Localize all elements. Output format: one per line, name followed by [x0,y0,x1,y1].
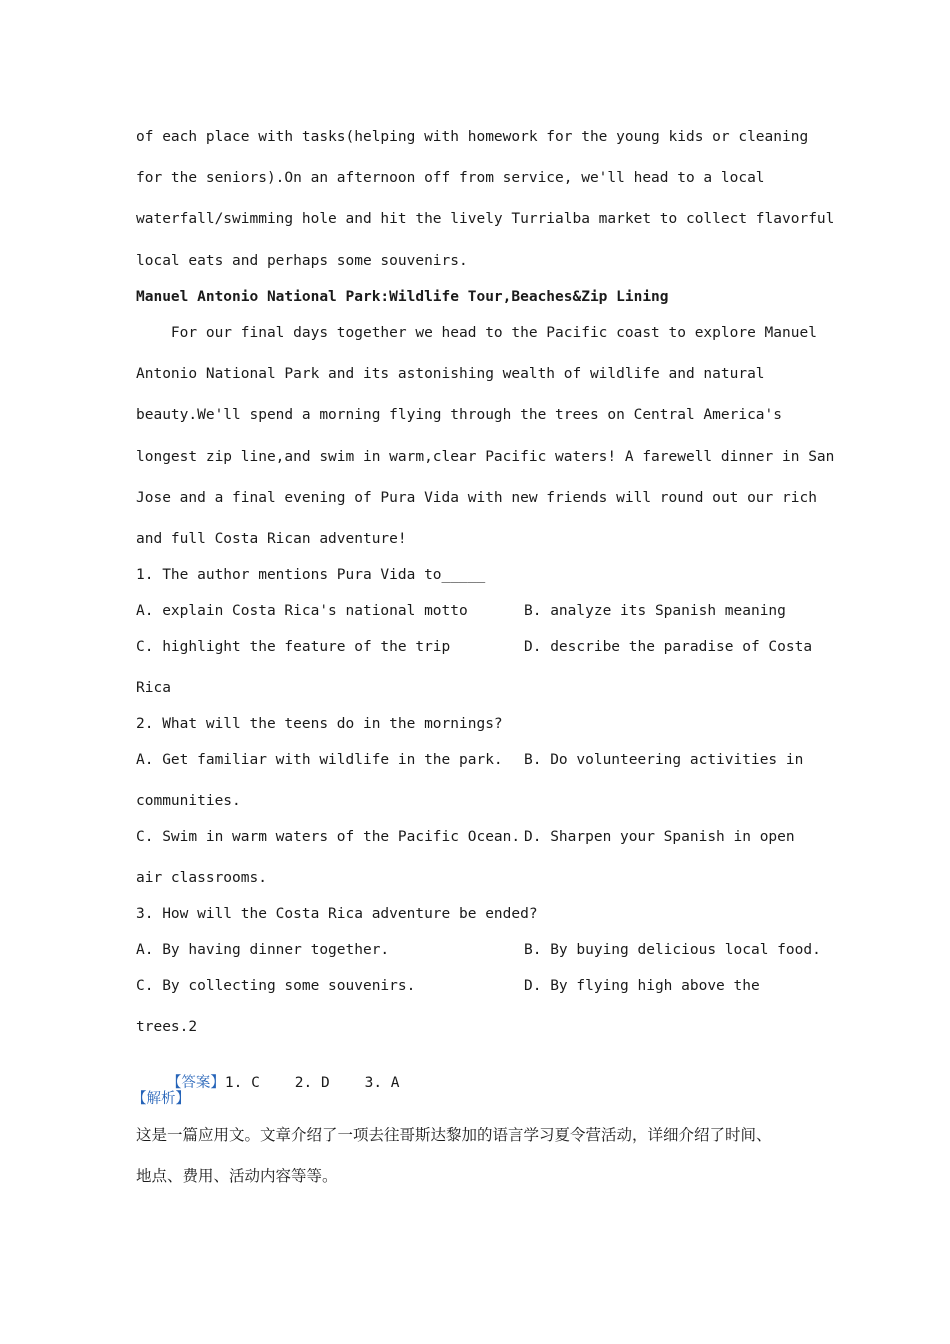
passage-line: waterfall/swimming hole and hit the lively Turrialba market to collect flavorful [136,211,835,227]
section-heading: Manuel Antonio National Park:Wildlife Tour,Beaches&Zip Lining [136,289,669,305]
passage-line: and full Costa Rican adventure! [136,531,407,547]
option-c: C. Swim in warm waters of the Pacific Ocean. [136,829,521,845]
option-d-wrap: air classrooms. [136,870,267,886]
passage-line: beauty.We'll spend a morning flying through the trees on Central America's [136,407,783,423]
option-b-wrap: communities. [136,793,241,809]
option-c: C. highlight the feature of the trip [136,639,451,655]
option-a: A. Get familiar with wildlife in the park. [136,752,503,768]
option-c: C. By collecting some souvenirs. [136,978,416,994]
passage-line: local eats and perhaps some souvenirs. [136,253,468,269]
analysis-label: 【解析】 [132,1091,190,1107]
answer-text: 1. C 2. D 3. A [224,1075,400,1091]
answer-label: 【答案】 [166,1075,225,1091]
option-b: B. Do volunteering activities in [524,752,804,768]
option-b: B. analyze its Spanish meaning [524,603,786,619]
question-stem: 3. How will the Costa Rica adventure be ended? [136,906,538,922]
passage-line: longest zip line,and swim in warm,clear Pacific waters! A farewell dinner in San [136,449,835,465]
option-a: A. By having dinner together. [136,942,390,958]
option-d: D. By flying high above the [524,978,760,994]
question-stem: 1. The author mentions Pura Vida to_____ [136,567,486,583]
passage-line: Antonio National Park and its astonishing wealth of wildlife and natural [136,366,765,382]
passage-line: of each place with tasks(helping with homework for the young kids or cleaning [136,129,809,145]
passage-line: For our final days together we head to the Pacific coast to explore Manuel [136,325,817,341]
option-d: D. describe the paradise of Costa [524,639,813,655]
option-d-wrap: Rica [136,680,171,696]
question-stem: 2. What will the teens do in the mornings? [136,716,503,732]
option-b: B. By buying delicious local food. [524,942,821,958]
option-a: A. explain Costa Rica's national motto [136,603,468,619]
analysis-text: 这是一篇应用文。文章介绍了一项去往哥斯达黎加的语言学习夏令营活动，详细介绍了时间、 [136,1126,772,1144]
passage-line: Jose and a final evening of Pura Vida with new friends will round out our rich [136,490,817,506]
analysis-text: 地点、费用、活动内容等等。 [136,1167,338,1185]
passage-line: for the seniors).On an afternoon off from service, we'll head to a local [136,170,765,186]
option-d: D. Sharpen your Spanish in open [524,829,795,845]
option-d-wrap: trees.2 [136,1019,198,1035]
